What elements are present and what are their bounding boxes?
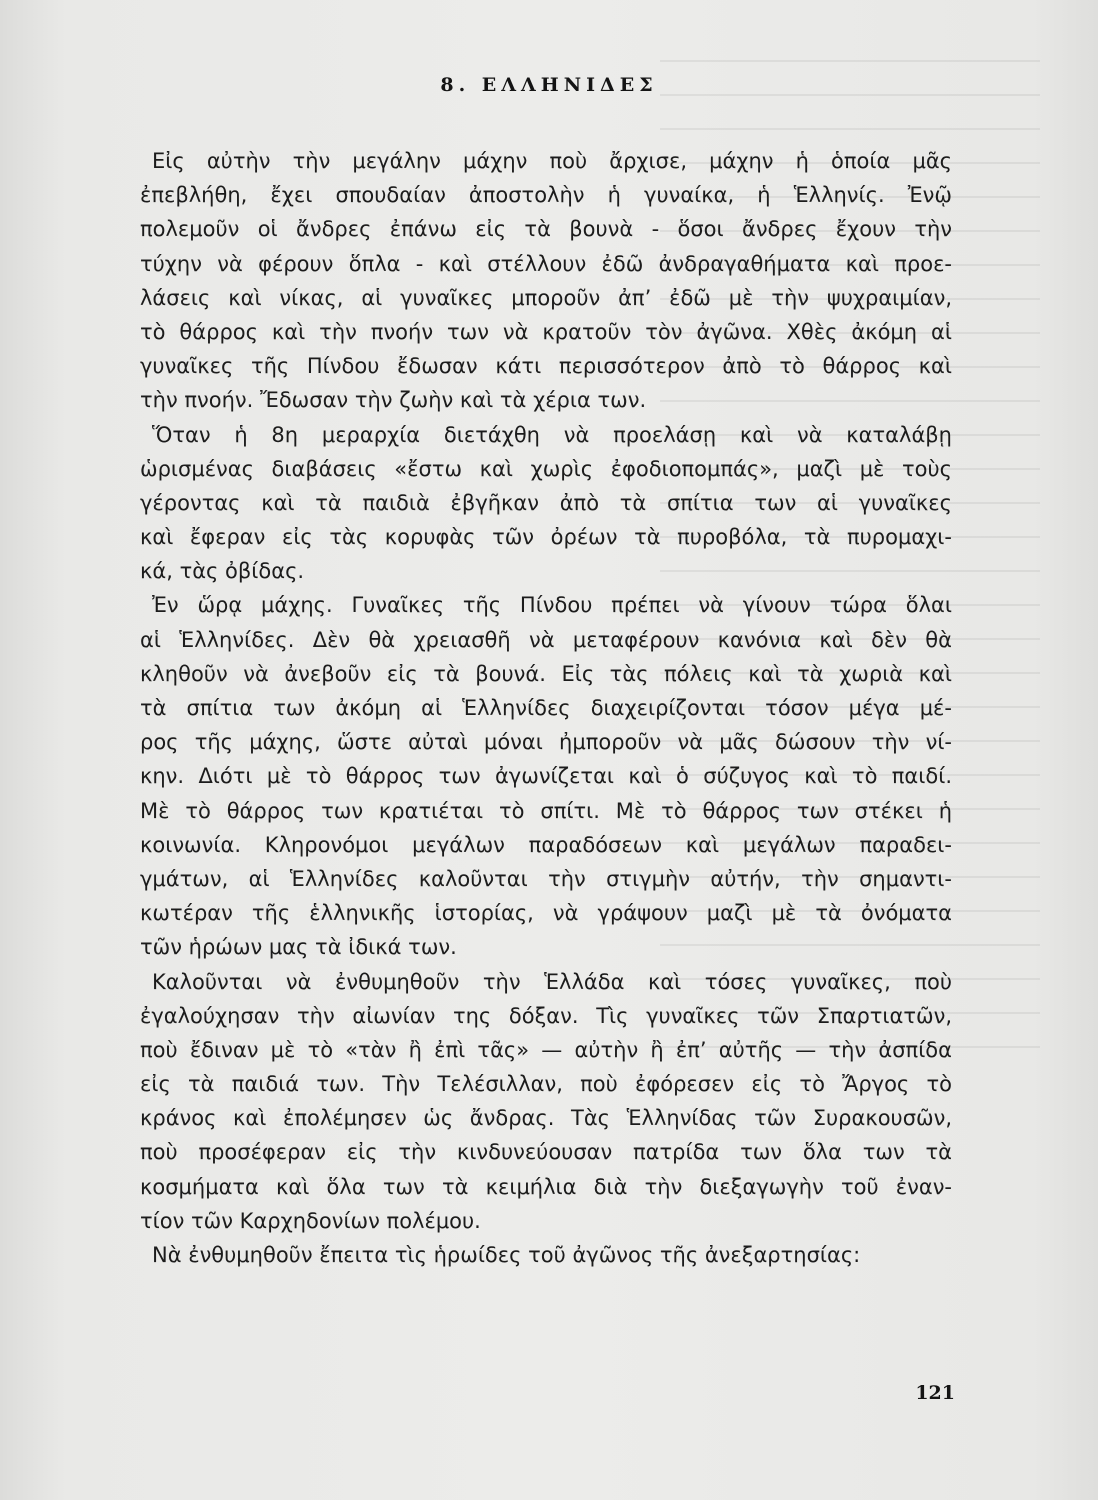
text-line: κά, τὰς ὀβίδας. [140, 559, 305, 584]
text-line: καὶ ἔφεραν εἰς τὰς κορυφὰς τῶν ὀρέων τὰ πυροβόλα, τὰ πυρομαχι- [140, 525, 952, 550]
text-line: ρος τῆς μάχης, ὥστε αὐταὶ μόναι ἠμποροῦν νὰ μᾶς δώσουν τὴν νί- [140, 730, 952, 755]
text-line: κοσμήματα καὶ ὅλα των τὰ κειμήλια διὰ τὴν διεξαγωγὴν τοῦ ἐναν- [140, 1174, 952, 1199]
text-line: γυναῖκες τῆς Πίνδου ἔδωσαν κάτι περισσότερον ἀπὸ τὸ θάρρος καὶ [140, 354, 952, 379]
paragraph [140, 144, 952, 418]
paragraph [140, 1238, 952, 1272]
page-number: 121 [915, 1382, 955, 1404]
text-line: Ὅταν ἡ 8η μεραρχία διετάχθη νὰ προελάσῃ καὶ νὰ καταλάβῃ [152, 422, 952, 447]
body-text [140, 144, 952, 1272]
text-line: τύχην νὰ φέρουν ὅπλα - καὶ στέλλουν ἐδῶ ἀνδραγαθήματα καὶ προε- [140, 251, 952, 276]
text-line: Καλοῦνται νὰ ἐνθυμηθοῦν τὴν Ἑλλάδα καὶ τόσες γυναῖκες, ποὺ [152, 969, 952, 994]
text-line: τῶν ἡρώων μας τὰ ἰδικά των. [140, 935, 457, 960]
text-line: τὴν πνοήν. Ἔδωσαν τὴν ζωὴν καὶ τὰ χέρια των. [140, 388, 647, 413]
text-line: λάσεις καὶ νίκας, αἱ γυναῖκες μποροῦν ἀπ’ ἐδῶ μὲ τὴν ψυχραιμίαν, [140, 285, 952, 310]
text-line: ποὺ προσέφεραν εἰς τὴν κινδυνεύουσαν πατρίδα των ὅλα των τὰ [140, 1140, 952, 1165]
text-line: Μὲ τὸ θάρρος των κρατιέται τὸ σπίτι. Μὲ τὸ θάρρος των στέκει ἡ [140, 798, 952, 823]
text-line: Ἐν ὥρᾳ μάχης. Γυναῖκες τῆς Πίνδου πρέπει νὰ γίνουν τώρα ὅλαι [152, 593, 952, 618]
paragraph [140, 588, 952, 964]
text-line: ἐγαλούχησαν τὴν αἰωνίαν της δόξαν. Τὶς γυναῖκες τῶν Σπαρτιατῶν, [140, 1003, 952, 1028]
text-line: κωτέραν τῆς ἑλληνικῆς ἱστορίας, νὰ γράψουν μαζὶ μὲ τὰ ὀνόματα [140, 901, 952, 926]
paragraph [140, 418, 952, 589]
text-line: Εἰς αὐτὴν τὴν μεγάλην μάχην ποὺ ἄρχισε, μάχην ἡ ὁποία μᾶς [152, 149, 952, 173]
text-line: κοινωνία. Κληρονόμοι μεγάλων παραδόσεων καὶ μεγάλων παραδει- [140, 832, 952, 857]
text-line: γμάτων, αἱ Ἑλληνίδες καλοῦνται τὴν στιγμὴν αὐτήν, τὴν σημαντι- [140, 866, 952, 891]
text-line: Νὰ ἐνθυμηθοῦν ἔπειτα τὶς ἡρωίδες τοῦ ἀγῶνος τῆς ἀνεξαρτησίας: [152, 1243, 861, 1267]
text-line: εἰς τὰ παιδιά των. Τὴν Τελέσιλλαν, ποὺ ἐφόρεσεν εἰς τὸ Ἄργος τὸ [140, 1072, 952, 1097]
text-line: κράνος καὶ ἐπολέμησεν ὡς ἄνδρας. Τὰς Ἑλληνίδας τῶν Συρακουσῶν, [140, 1106, 952, 1131]
text-line: ἐπεβλήθη, ἔχει σπουδαίαν ἀποστολὴν ἡ γυναίκα, ἡ Ἑλληνίς. Ἐνῷ [140, 183, 952, 208]
text-line: ὡρισμένας διαβάσεις «ἔστω καὶ χωρὶς ἐφοδιοπομπάς», μαζὶ μὲ τοὺς [140, 456, 952, 481]
text-line: αἱ Ἑλληνίδες. Δὲν θὰ χρειασθῆ νὰ μεταφέρουν κανόνια καὶ δὲν θὰ [140, 627, 952, 652]
text-line: γέροντας καὶ τὰ παιδιὰ ἐβγῆκαν ἀπὸ τὰ σπίτια των αἱ γυναῖκες [140, 490, 952, 515]
text-line: ποὺ ἔδιναν μὲ τὸ «τὰν ἢ ἐπὶ τᾶς» — αὐτὴν ἢ ἐπ’ αὐτῆς — τὴν ἀσπίδα [140, 1037, 952, 1062]
paragraph [140, 965, 952, 1239]
text-line: κληθοῦν νὰ ἀνεβοῦν εἰς τὰ βουνά. Εἰς τὰς πόλεις καὶ τὰ χωριὰ καὶ [140, 661, 952, 686]
text-line: πολεμοῦν οἱ ἄνδρες ἐπάνω εἰς τὰ βουνὰ - ὅσοι ἄνδρες ἔχουν τὴν [140, 217, 952, 242]
text-line: κην. Διότι μὲ τὸ θάρρος των ἀγωνίζεται καὶ ὁ σύζυγος καὶ τὸ παιδί. [140, 764, 952, 789]
text-line: τὰ σπίτια των ἀκόμη αἱ Ἑλληνίδες διαχειρίζονται τόσον μέγα μέ- [140, 696, 952, 720]
chapter-heading: 8. ΕΛΛΗΝΙΔΕΣ [440, 74, 658, 96]
text-line: τὸ θάρρος καὶ τὴν πνοήν των νὰ κρατοῦν τὸν ἀγῶνα. Χθὲς ἀκόμη αἱ [140, 319, 952, 344]
text-line: τίον τῶν Καρχηδονίων πολέμου. [140, 1208, 481, 1233]
